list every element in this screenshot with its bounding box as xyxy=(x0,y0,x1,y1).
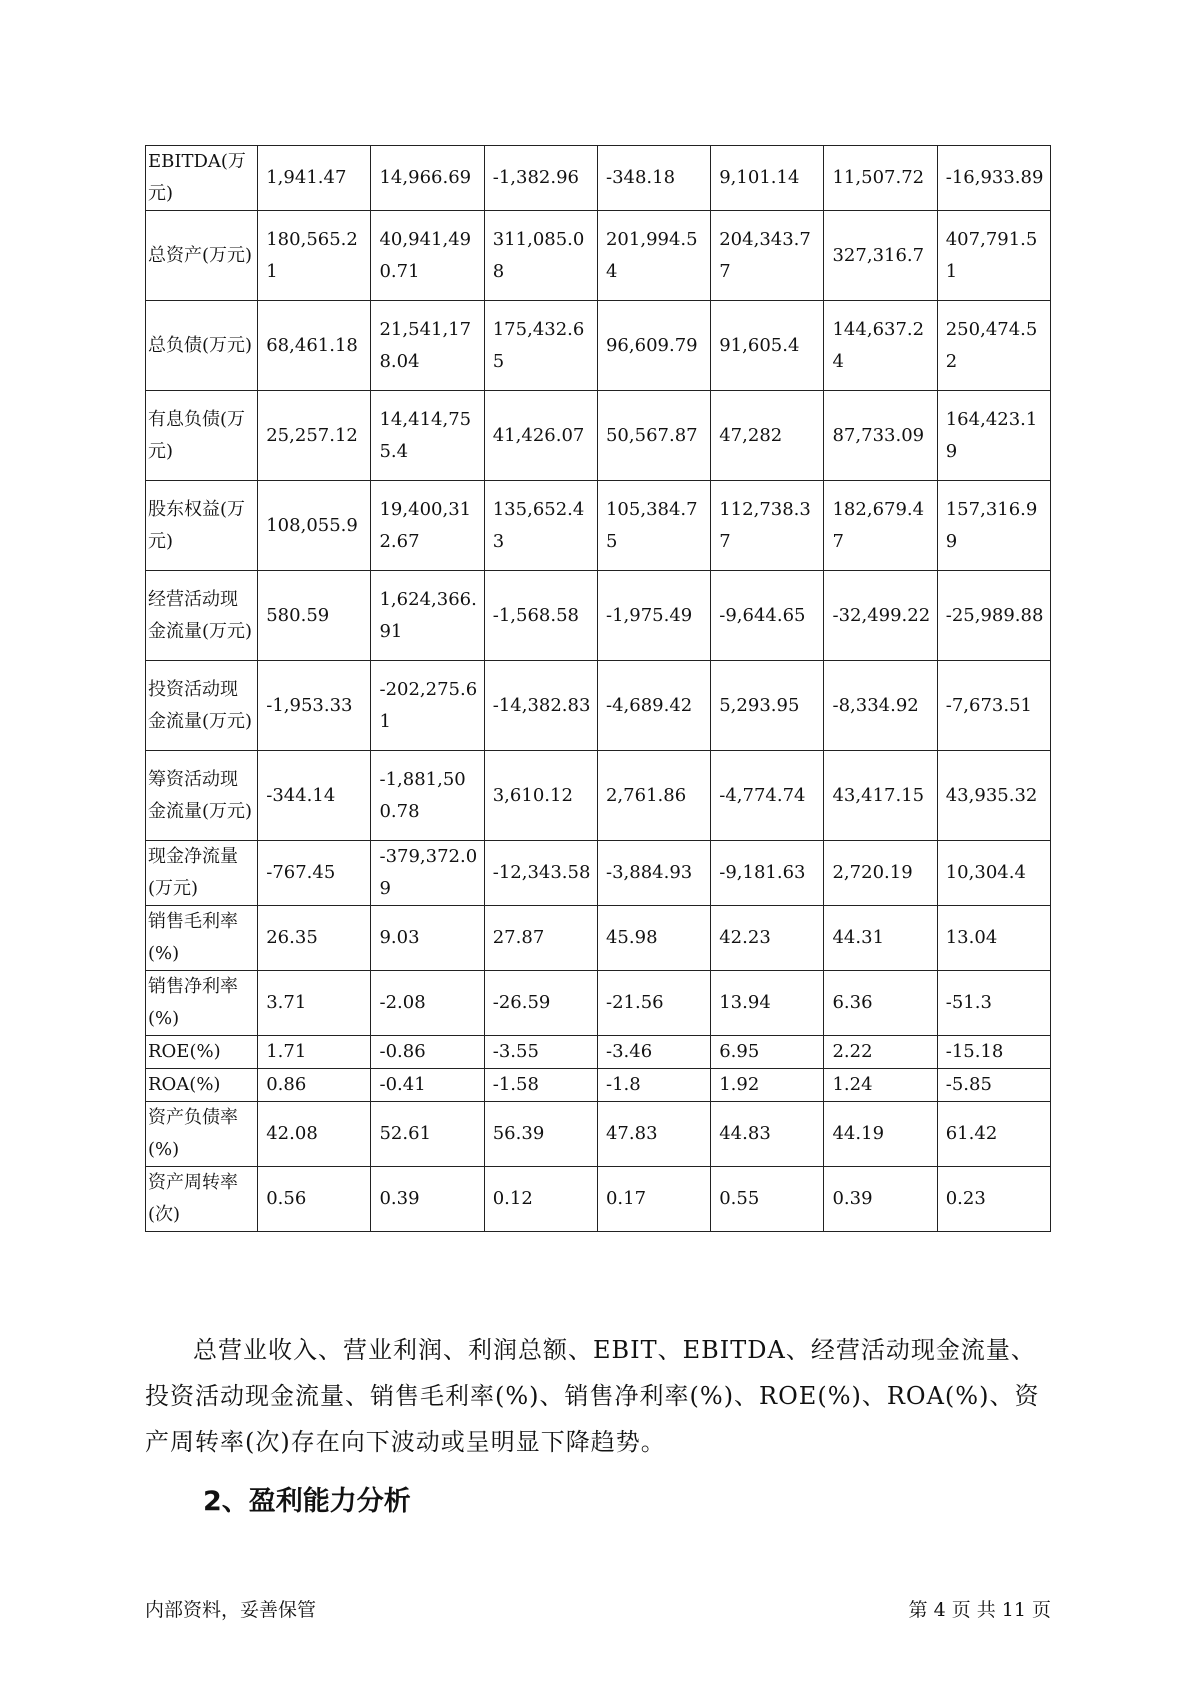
table-cell: 105,384.75 xyxy=(597,481,710,571)
footer-confidential-note: 内部资料，妥善保管 xyxy=(145,1599,317,1621)
table-cell: -344.14 xyxy=(258,751,371,841)
table-cell: 45.98 xyxy=(597,906,710,971)
table-cell: -15.18 xyxy=(937,1036,1050,1069)
table-cell: 11,507.72 xyxy=(824,146,937,211)
table-cell: 2.22 xyxy=(824,1036,937,1069)
table-cell: 0.55 xyxy=(711,1167,824,1232)
table-cell: 407,791.51 xyxy=(937,211,1050,301)
row-label: EBITDA(万元) xyxy=(146,146,258,211)
row-label: 销售毛利率(%) xyxy=(146,906,258,971)
table-cell: 0.56 xyxy=(258,1167,371,1232)
table-cell: 182,679.47 xyxy=(824,481,937,571)
table-row xyxy=(146,391,1051,481)
table-cell: 6.36 xyxy=(824,971,937,1036)
table-cell: 96,609.79 xyxy=(597,301,710,391)
table-cell: -767.45 xyxy=(258,841,371,906)
table-cell: 1.92 xyxy=(711,1069,824,1102)
table-cell: 52.61 xyxy=(371,1102,484,1167)
table-cell: 0.39 xyxy=(824,1167,937,1232)
table-cell: -3,884.93 xyxy=(597,841,710,906)
row-label: 现金净流量(万元) xyxy=(146,841,258,906)
table-cell: 1,941.47 xyxy=(258,146,371,211)
table-cell: 47.83 xyxy=(597,1102,710,1167)
section-heading: 2、盈利能力分析 xyxy=(203,1486,411,1517)
table-cell: 41,426.07 xyxy=(484,391,597,481)
table-cell: -4,689.42 xyxy=(597,661,710,751)
row-label: 资产周转率(次) xyxy=(146,1167,258,1232)
table-cell: 311,085.08 xyxy=(484,211,597,301)
table-cell: 3,610.12 xyxy=(484,751,597,841)
analysis-paragraph: 总营业收入、营业利润、利润总额、EBIT、EBITDA、经营活动现金流量、投资活动现金流量、销售毛利率(%)、销售净利率(%)、ROE(%)、ROA(%)、资产周转率(次)存在向下波动或呈明显下降趋势。 xyxy=(145,1336,1040,1456)
table-cell: 327,316.7 xyxy=(824,211,937,301)
table-row xyxy=(146,751,1051,841)
table-cell: 42.08 xyxy=(258,1102,371,1167)
table-cell: 0.12 xyxy=(484,1167,597,1232)
table-cell: 0.39 xyxy=(371,1167,484,1232)
table-row xyxy=(146,841,1051,906)
row-label: 总负债(万元) xyxy=(146,301,258,391)
table-row xyxy=(146,481,1051,571)
table-cell: 9,101.14 xyxy=(711,146,824,211)
table-cell: -3.55 xyxy=(484,1036,597,1069)
table-cell: 3.71 xyxy=(258,971,371,1036)
table-cell: -1,953.33 xyxy=(258,661,371,751)
table-cell: 44.83 xyxy=(711,1102,824,1167)
table-body xyxy=(146,146,1051,1232)
financial-data-table xyxy=(145,145,1051,1232)
table-cell: -7,673.51 xyxy=(937,661,1050,751)
table-row xyxy=(146,146,1051,211)
table-cell: -32,499.22 xyxy=(824,571,937,661)
table-cell: 14,966.69 xyxy=(371,146,484,211)
table-cell: 9.03 xyxy=(371,906,484,971)
table-cell: 14,414,755.4 xyxy=(371,391,484,481)
row-label: 股东权益(万元) xyxy=(146,481,258,571)
table-cell: 1.71 xyxy=(258,1036,371,1069)
table-cell: 27.87 xyxy=(484,906,597,971)
table-cell: 26.35 xyxy=(258,906,371,971)
table-cell: 10,304.4 xyxy=(937,841,1050,906)
table-cell: 47,282 xyxy=(711,391,824,481)
table-cell: 2,761.86 xyxy=(597,751,710,841)
table-cell: -0.41 xyxy=(371,1069,484,1102)
table-row xyxy=(146,906,1051,971)
table-row xyxy=(146,1102,1051,1167)
row-label: 总资产(万元) xyxy=(146,211,258,301)
table-cell: -4,774.74 xyxy=(711,751,824,841)
table-cell: 44.31 xyxy=(824,906,937,971)
table-cell: -5.85 xyxy=(937,1069,1050,1102)
table-cell: -1.58 xyxy=(484,1069,597,1102)
table-cell: 201,994.54 xyxy=(597,211,710,301)
table-cell: 175,432.65 xyxy=(484,301,597,391)
table-cell: 0.23 xyxy=(937,1167,1050,1232)
table-cell: -1,881,500.78 xyxy=(371,751,484,841)
table-cell: 180,565.21 xyxy=(258,211,371,301)
table-cell: 43,935.32 xyxy=(937,751,1050,841)
row-label: 资产负债率(%) xyxy=(146,1102,258,1167)
table-cell: 6.95 xyxy=(711,1036,824,1069)
row-label: 筹资活动现金流量(万元) xyxy=(146,751,258,841)
table-cell: -9,181.63 xyxy=(711,841,824,906)
table-cell: 13.94 xyxy=(711,971,824,1036)
row-label: 经营活动现金流量(万元) xyxy=(146,571,258,661)
table-row xyxy=(146,971,1051,1036)
table-cell: 13.04 xyxy=(937,906,1050,971)
table-cell: 1,624,366.91 xyxy=(371,571,484,661)
table-cell: 43,417.15 xyxy=(824,751,937,841)
table-cell: 157,316.99 xyxy=(937,481,1050,571)
table-cell: -0.86 xyxy=(371,1036,484,1069)
table-cell: 0.86 xyxy=(258,1069,371,1102)
table-cell: -14,382.83 xyxy=(484,661,597,751)
table-cell: 50,567.87 xyxy=(597,391,710,481)
table-cell: 87,733.09 xyxy=(824,391,937,481)
table-cell: 40,941,490.71 xyxy=(371,211,484,301)
table-cell: 21,541,178.04 xyxy=(371,301,484,391)
table-cell: 25,257.12 xyxy=(258,391,371,481)
table-cell: 5,293.95 xyxy=(711,661,824,751)
table-cell: 144,637.24 xyxy=(824,301,937,391)
table-cell: -21.56 xyxy=(597,971,710,1036)
table-cell: -1,975.49 xyxy=(597,571,710,661)
table-cell: 1.24 xyxy=(824,1069,937,1102)
row-label: 投资活动现金流量(万元) xyxy=(146,661,258,751)
table-cell: 108,055.9 xyxy=(258,481,371,571)
table-cell: -3.46 xyxy=(597,1036,710,1069)
table-cell: -26.59 xyxy=(484,971,597,1036)
table-row xyxy=(146,661,1051,751)
table-cell: -12,343.58 xyxy=(484,841,597,906)
table-cell: 0.17 xyxy=(597,1167,710,1232)
table-cell: 204,343.77 xyxy=(711,211,824,301)
table-cell: -2.08 xyxy=(371,971,484,1036)
table-row xyxy=(146,571,1051,661)
table-row xyxy=(146,1036,1051,1069)
table-row xyxy=(146,1069,1051,1102)
table-cell: 56.39 xyxy=(484,1102,597,1167)
table-cell: -1,568.58 xyxy=(484,571,597,661)
table-cell: -1.8 xyxy=(597,1069,710,1102)
table-cell: -25,989.88 xyxy=(937,571,1050,661)
table-cell: 19,400,312.67 xyxy=(371,481,484,571)
row-label: ROE(%) xyxy=(146,1036,258,1069)
row-label: ROA(%) xyxy=(146,1069,258,1102)
table-cell: 135,652.43 xyxy=(484,481,597,571)
table-cell: -8,334.92 xyxy=(824,661,937,751)
table-cell: -16,933.89 xyxy=(937,146,1050,211)
table-cell: 2,720.19 xyxy=(824,841,937,906)
table-cell: -348.18 xyxy=(597,146,710,211)
row-label: 有息负债(万元) xyxy=(146,391,258,481)
table-cell: -379,372.09 xyxy=(371,841,484,906)
table-cell: 68,461.18 xyxy=(258,301,371,391)
table-cell: 164,423.19 xyxy=(937,391,1050,481)
row-label: 销售净利率(%) xyxy=(146,971,258,1036)
footer-page-number: 第 4 页 共 11 页 xyxy=(908,1599,1051,1621)
table-cell: 112,738.37 xyxy=(711,481,824,571)
table-cell: 580.59 xyxy=(258,571,371,661)
table-cell: 61.42 xyxy=(937,1102,1050,1167)
table-cell: -51.3 xyxy=(937,971,1050,1036)
table-row xyxy=(146,301,1051,391)
table-cell: -9,644.65 xyxy=(711,571,824,661)
table-cell: 44.19 xyxy=(824,1102,937,1167)
table-row xyxy=(146,1167,1051,1232)
table-cell: 42.23 xyxy=(711,906,824,971)
table-cell: 91,605.4 xyxy=(711,301,824,391)
table-cell: 250,474.52 xyxy=(937,301,1050,391)
table-cell: -1,382.96 xyxy=(484,146,597,211)
table-cell: -202,275.61 xyxy=(371,661,484,751)
table-row xyxy=(146,211,1051,301)
